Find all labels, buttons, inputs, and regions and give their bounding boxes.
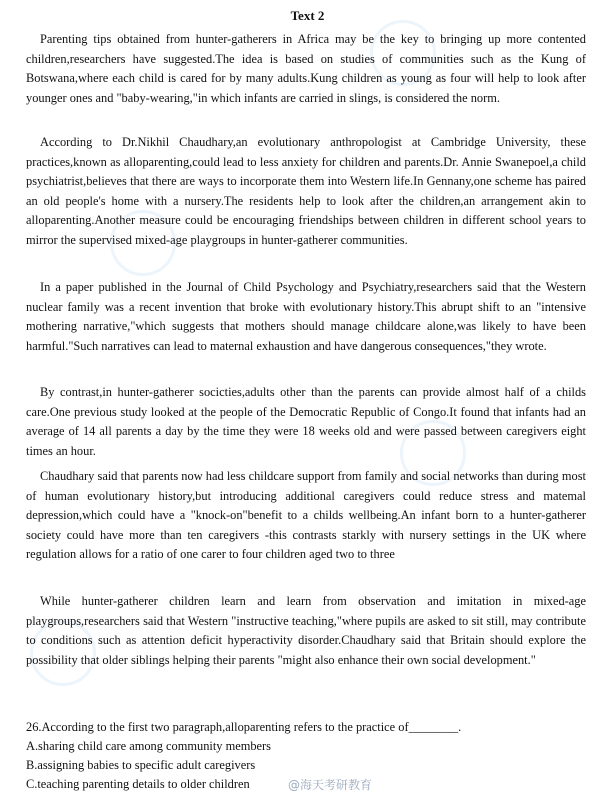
page-title: Text 2 bbox=[290, 8, 325, 23]
paragraph-3: In a paper published in the Journal of Child Psychology and Psychiatry,researchers said that the Western nuclear family was a recent invention that broke with evolutionary history.This abrupt shift to an "intensive mothering narrative,"which suggests that mothers should manage childcare alone,was likely to have been harmful."Such narratives can lead to maternal exhaustion and have dangerous consequences,"they wrote. bbox=[26, 280, 586, 353]
watermark-text: @海天考研教育 bbox=[288, 778, 373, 792]
paragraph-1: Parenting tips obtained from hunter-gatherers in Africa may be the key to bringing up more contented children,researchers have suggested.The idea is based on studies of communities such as the Kung of Botswana,where each child is cared for by many adults.Kung children as young as four will help to look after younger ones and "baby-wearing,"in which infants are carried in slings, is considered the norm. bbox=[26, 32, 586, 105]
paragraph-5: Chaudhary said that parents now had less childcare support from family and social networks than during most of human evolutionary history,but introducing additional caregivers could reduce stress and matemal depression,which could have a "knock-on"benefit to a childs wellbeing.An infant born to a hunter-gatherer society could have more than ten caregivers -this contrasts starkly with nursery settings in the UK where regulation allows for a ratio of one carer to four children aged two to three bbox=[26, 469, 586, 562]
paragraph-6: While hunter-gatherer children learn and learn from observation and imitation in mixed-age playgroups,researchers said that Western "instructive teaching,"where pupils are asked to sit still, may contribute to conditions such as attention deficit hyperactivity disorder.Chaudhary said that Britain should explore the possibility that older siblings helping their parents "might also enhance their own social development." bbox=[26, 594, 586, 667]
paragraph-4: By contrast,in hunter-gatherer socicties,adults other than the parents can provide almost half of a childs care.One previous study looked at the people of the Democratic Republic of Congo.It found that infants had an average of 14 all parents a day by the time they were 18 weeks old and were passed between caregivers eight times an hour. bbox=[26, 385, 586, 458]
option-a: A.sharing child care among community members bbox=[26, 739, 271, 753]
option-c: C.teaching parenting details to older children bbox=[26, 777, 250, 791]
question-stem: 26.According to the first two paragraph,alloparenting refers to the practice of________. bbox=[26, 720, 462, 734]
option-b: B.assigning babies to specific adult caregivers bbox=[26, 758, 256, 772]
paragraph-2: According to Dr.Nikhil Chaudhary,an evolutionary anthropologist at Cambridge University, these practices,known as alloparenting,could lead to less anxiety for children and parents.Dr. Annie Swanepoel,a child psychiatrist,believes that there are ways to incorporate them into Western life.In Gennany,one scheme has paired an old people's home with a nursery.The residents help to look after the children,an arrangement akin to alloparenting.Another measure could be encouraging friendships between children in different school years to mirror the supervised mixed-age playgroups in hunter-gatherer communities. bbox=[26, 135, 586, 247]
